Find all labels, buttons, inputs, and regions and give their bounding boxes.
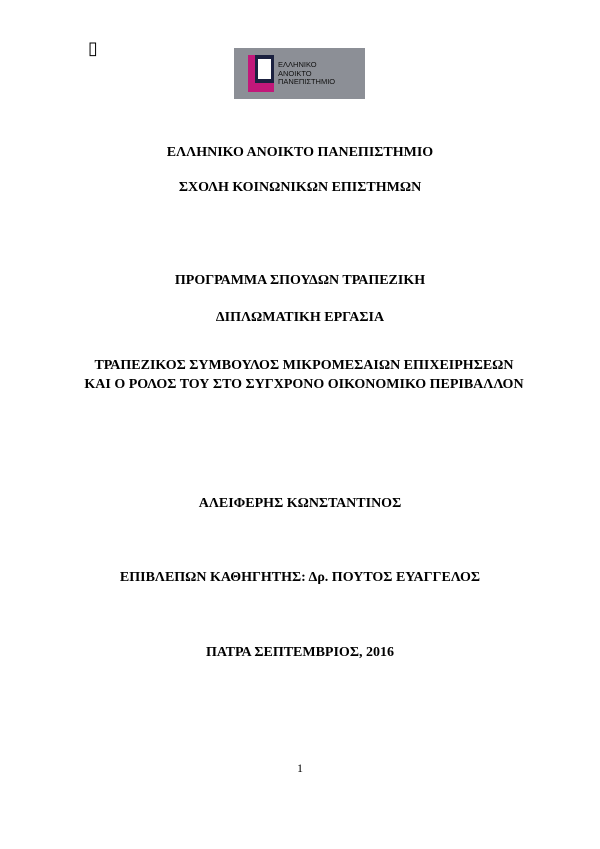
university-logo [234, 48, 365, 99]
logo-line-1: ΕΛΛΗΝΙΚΟ [278, 60, 317, 69]
page-number: 1 [297, 761, 303, 775]
logo-line-2: ΑΝΟΙΚΤΟ [278, 68, 312, 78]
logo-text [278, 61, 335, 87]
logo-mark-icon [248, 55, 274, 92]
thesis-title: ΤΡΑΠΕΖΙΚΟΣ ΣΥΜΒΟΥΛΟΣ ΜΙΚΡΟΜΕΣΑΙΩΝ ΕΠΙΧΕΙΡΗΣΕΩΝ ΚΑΙ Ο ΡΟΛΟΣ ΤΟΥ ΣΤΟ ΣΥΓΧΡΟΝΟ ΟΙΚΟΝΟΜΙΚΟ ΠΕΡΙΒΑΛΛΟΝ [84, 358, 524, 392]
school-name: ΣΧΟΛΗ ΚΟΙΝΩΝΙΚΩΝ ΕΠΙΣΤΗΜΩΝ [178, 180, 422, 195]
author-name: ΑΛΕΙΦΕΡΗΣ ΚΩΝΣΤΑΝΤΙΝΟΣ [198, 496, 402, 511]
thesis-type: ΔΙΠΛΩΜΑΤΙΚΗ ΕΡΓΑΣΙΑ [215, 310, 385, 325]
missing-glyph-icon: ▯ [88, 38, 98, 59]
logo-line-3: ΠΑΝΕΠΙΣΤΗΜΙΟ [278, 77, 336, 86]
supervisor-line: ΕΠΙΒΛΕΠΩΝ ΚΑΘΗΓΗΤΗΣ: Δρ. ΠΟΥΤΟΣ ΕΥΑΓΓΕΛΟΣ [119, 570, 481, 585]
program-name: ΠΡΟΓΡΑΜΜΑ ΣΠΟΥΔΩΝ ΤΡΑΠΕΖΙΚΗ [174, 273, 426, 288]
university-name: ΕΛΛΗΝΙΚΟ ΑΝΟΙΚΤΟ ΠΑΝΕΠΙΣΤΗΜΙΟ [166, 145, 434, 160]
place-date: ΠΑΤΡΑ ΣΕΠΤΕΜΒΡΙΟΣ, 2016 [206, 645, 394, 660]
